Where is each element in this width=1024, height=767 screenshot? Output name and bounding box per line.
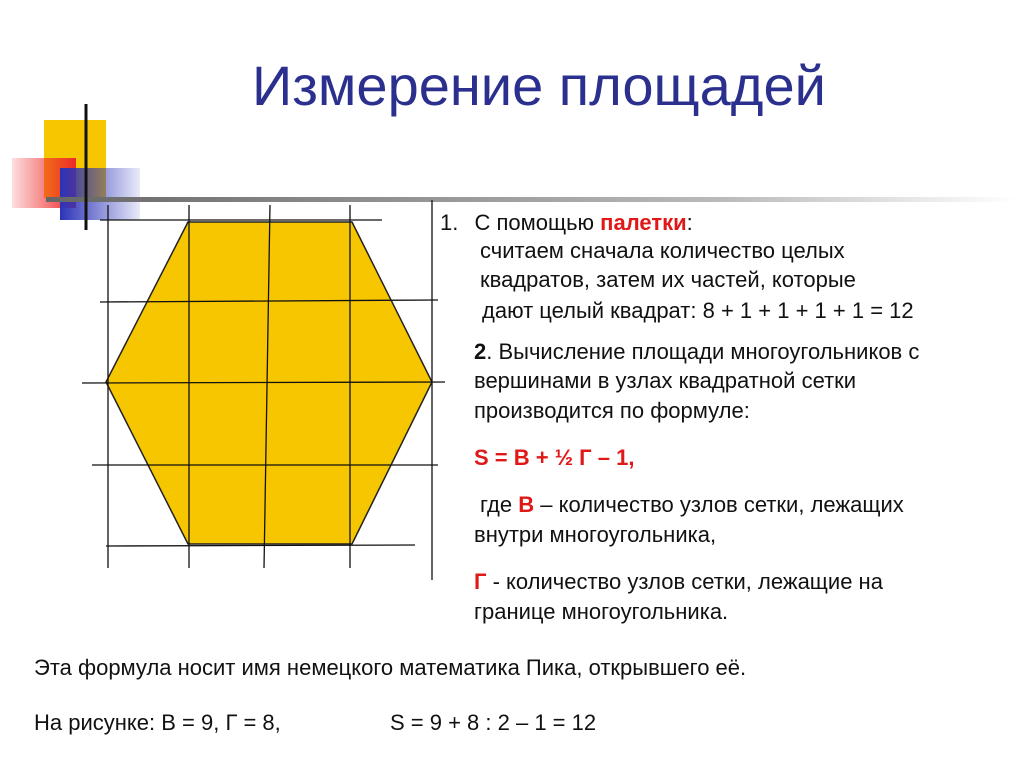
grid-line-h — [106, 545, 415, 546]
palette-keyword: палетки — [600, 210, 687, 235]
slide-title: Измерение площадей — [252, 54, 826, 117]
item1-line1: считаем сначала количество целых — [480, 238, 845, 263]
hexagon-grid-figure — [80, 200, 450, 585]
item1-line3: дают целый квадрат: 8 + 1 + 1 + 1 + 1 = 12 — [482, 298, 914, 323]
item2-line1-text: . Вычисление площади многоугольников с — [486, 339, 920, 364]
legend-g-line1 — [474, 567, 883, 597]
legend-b-prefix: где — [480, 492, 519, 517]
item1-number: 1. — [440, 210, 459, 235]
item1-intro-after: : — [686, 210, 693, 235]
legend-g-text1: - количество узлов сетки, лежащие на — [486, 569, 883, 594]
example-calculation: S = 9 + 8 : 2 – 1 = 12 — [390, 710, 597, 735]
item2-number: 2 — [474, 339, 487, 364]
legend-g-letter: Г — [474, 569, 487, 594]
legend-b-line2: внутри многоугольника, — [474, 522, 717, 547]
legend-b-letter: В — [518, 492, 535, 517]
pick-attribution: Эта формула носит имя немецкого математика Пика, открывшего её. — [34, 655, 747, 680]
item2-line3: производится по формуле: — [474, 398, 750, 423]
item1-heading — [440, 208, 693, 238]
item2-line2: вершинами в узлах квадратной сетки — [474, 368, 857, 393]
item2-line1 — [474, 337, 919, 367]
pick-formula: S = В + ½ Г – 1, — [474, 445, 635, 470]
legend-g-line2: границе многоугольника. — [474, 599, 729, 624]
legend-b-text1: – количество узлов сетки, лежащих — [534, 492, 904, 517]
legend-b-line1 — [480, 490, 904, 520]
item1-line2: квадратов, затем их частей, которые — [480, 267, 856, 292]
example-values: На рисунке: В = 9, Г = 8, — [34, 710, 281, 735]
item1-intro-before: С помощью — [474, 210, 601, 235]
